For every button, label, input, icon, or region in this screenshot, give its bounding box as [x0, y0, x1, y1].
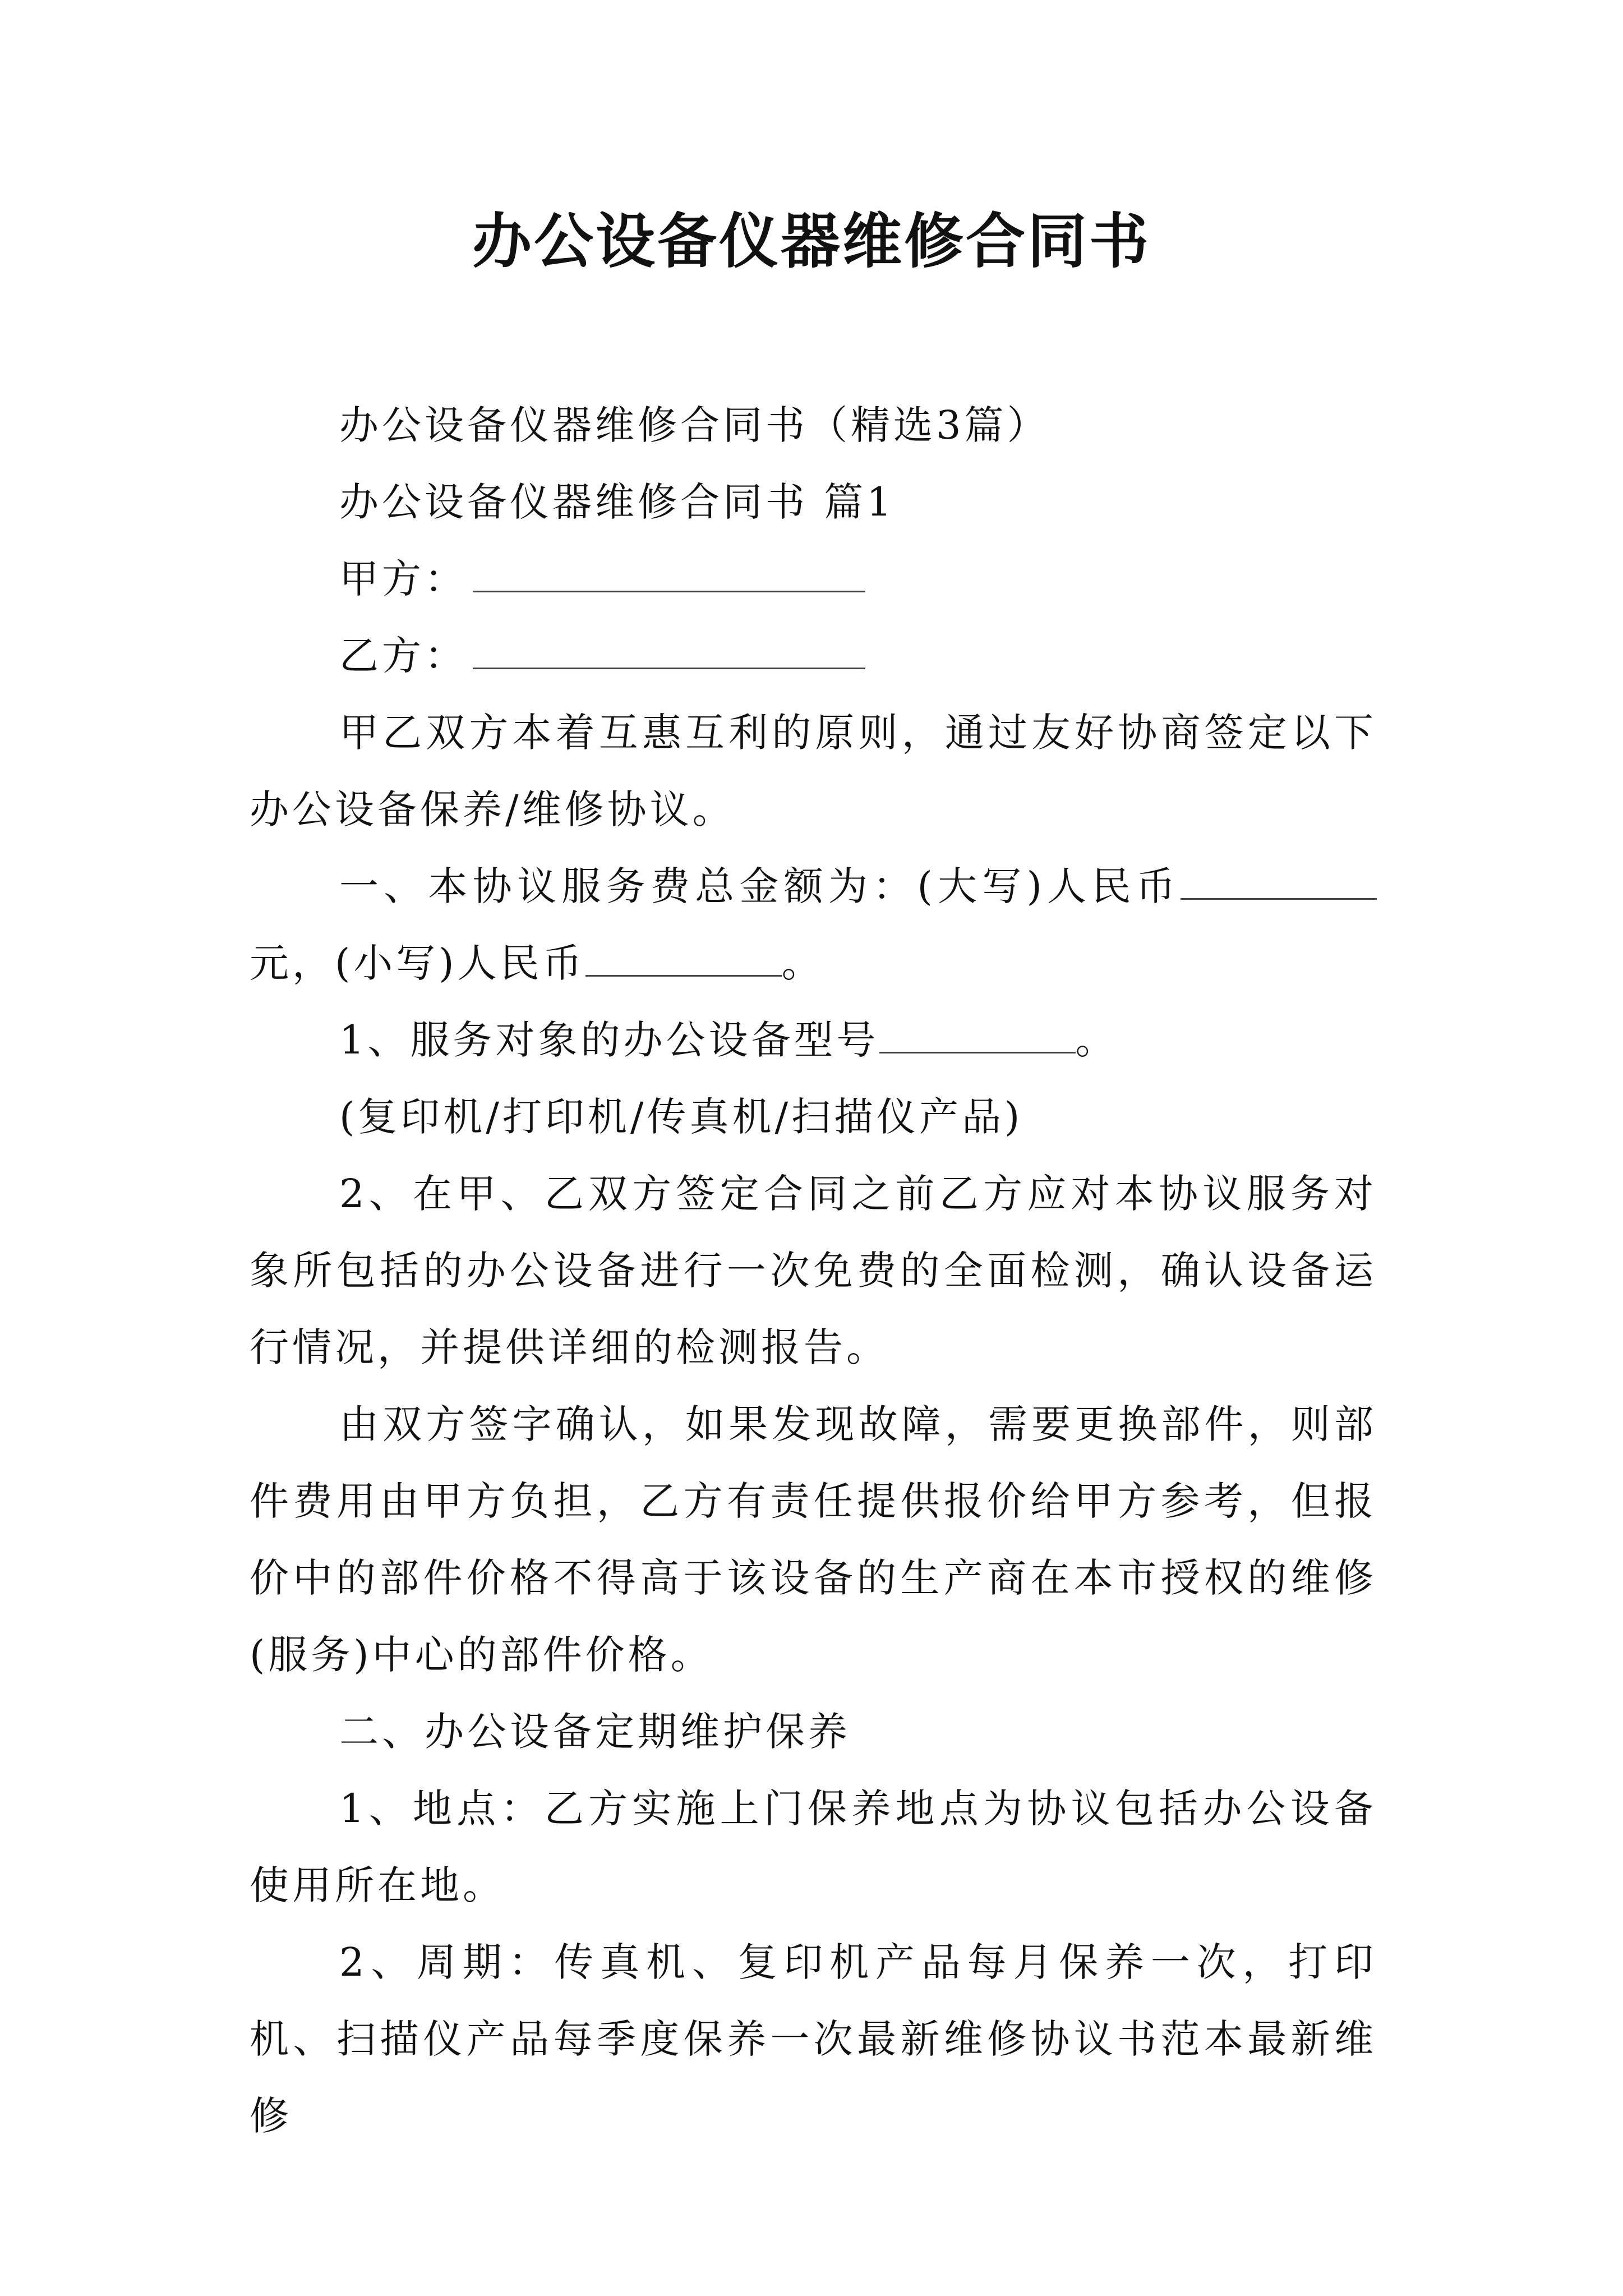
paragraph-intro: 甲乙双方本着互惠互利的原则，通过友好协商签定以下办公设备保养/维修协议。: [250, 710, 1377, 832]
document-title: 办公设备仪器维修合同书: [472, 206, 1151, 276]
paragraph-section-heading: 办公设备仪器维修合同书 篇1: [339, 479, 895, 525]
document-body: [250, 387, 1377, 2155]
paragraph-products: (复印机/打印机/传真机/扫描仪产品): [339, 1094, 1023, 1140]
party-b-line: [250, 618, 1377, 694]
paragraph-fee: [250, 848, 1377, 1002]
paragraph-cycle: 2、周期：传真机、复印机产品每月保养一次，打印机、扫描仪产品每季度保养一次最新维修协议书范本最新维修: [250, 1939, 1377, 2139]
party-a-label: 甲方：: [339, 556, 467, 602]
paragraph-inspection: 2、在甲、乙双方签定合同之前乙方应对本协议服务对象所包括的办公设备进行一次免费的全面检测，确认设备运行情况，并提供详细的检测报告。: [250, 1171, 1377, 1370]
paragraph-subtitle: 办公设备仪器维修合同书（精选3篇）: [339, 402, 1050, 448]
fee-text-b: 元，(小写)人民币: [250, 940, 585, 986]
model-text-a: 1、服务对象的办公设备型号: [339, 1017, 879, 1063]
fee-text-c: 。: [781, 940, 824, 986]
party-a-line: [250, 541, 1377, 618]
party-b-blank: [473, 628, 865, 669]
party-b-label: 乙方：: [339, 633, 467, 679]
paragraph-parts: 由双方签字确认，如果发现故障，需要更换部件，则部件费用由甲方负担，乙方有责任提供报价给甲方参考，但报价中的部件价格不得高于该设备的生产商在本市授权的维修(服务)中心的部件价格。: [250, 1401, 1377, 1678]
model-blank: [879, 1013, 1076, 1053]
paragraph-model: [250, 1002, 1377, 1079]
party-a-blank: [473, 551, 865, 592]
paragraph-location: 1、地点：乙方实施上门保养地点为协议包括办公设备使用所在地。: [250, 1786, 1377, 1908]
fee-lowercase-blank: [585, 936, 782, 977]
paragraph-maintenance-heading: 二、办公设备定期维护保养: [339, 1709, 851, 1755]
fee-text-a: 一、本协议服务费总金额为：(大写)人民币: [339, 863, 1181, 909]
model-text-b: 。: [1075, 1017, 1118, 1063]
fee-uppercase-blank: [1181, 859, 1377, 900]
